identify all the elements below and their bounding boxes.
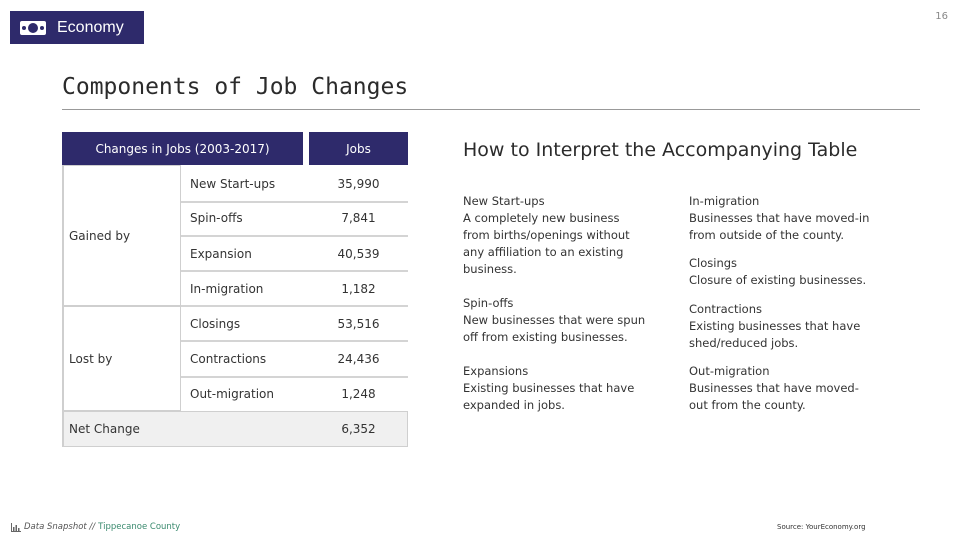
definition-term: In-migration	[689, 194, 760, 208]
row-label-spin-offs: Spin-offs	[190, 211, 243, 225]
footer-county: Tippecanoe County	[98, 522, 181, 532]
row-value-out-migration: 1,248	[341, 387, 376, 401]
bar-chart-icon	[11, 523, 21, 532]
row-label-expansion: Expansion	[190, 247, 252, 261]
definition-text: Existing businesses that have expanded in jobs.	[463, 381, 635, 412]
definition-contractions	[689, 301, 874, 352]
definition-text: Existing businesses that have shed/reduced jobs.	[689, 319, 861, 350]
definition-text: New businesses that were spun off from existing businesses.	[463, 313, 646, 344]
row-divider	[181, 201, 408, 203]
definition-spin-offs	[463, 295, 648, 346]
row-label-out-migration: Out-migration	[190, 387, 274, 401]
header-jobs: Jobs	[309, 132, 408, 165]
definition-term: Out-migration	[689, 364, 770, 378]
money-bill-icon	[19, 19, 47, 37]
row-label-closings: Closings	[190, 317, 241, 331]
definition-in-migration	[689, 193, 874, 244]
page-number: 16	[935, 11, 948, 22]
definition-term: Contractions	[689, 302, 762, 316]
row-value-in-migration: 1,182	[341, 282, 376, 296]
definition-expansions	[463, 363, 648, 414]
row-value-new-start-ups: 35,990	[337, 177, 380, 191]
header-changes: Changes in Jobs (2003-2017)	[62, 132, 303, 165]
row-value-spin-offs: 7,841	[341, 211, 376, 225]
definition-term: Expansions	[463, 364, 529, 378]
lost-label: Lost by	[69, 352, 113, 366]
footer-source: Source: YourEconomy.org	[777, 523, 866, 531]
definition-closings	[689, 255, 874, 289]
page-title: Components of Job Changes	[62, 74, 409, 100]
definition-text: Businesses that have moved-in from outside of the county.	[689, 211, 870, 242]
definition-term: Spin-offs	[463, 296, 514, 310]
job-changes-table	[62, 132, 408, 448]
row-label-new-start-ups: New Start-ups	[190, 177, 276, 191]
definition-text: Businesses that have moved-out from the county.	[689, 381, 859, 412]
definition-term: Closings	[689, 256, 738, 270]
net-change-label: Net Change	[69, 422, 140, 436]
row-label-contractions: Contractions	[190, 352, 267, 366]
definition-text: A completely new business from births/openings without any affiliation to an existing business.	[463, 211, 630, 276]
footer-brand	[11, 522, 180, 532]
row-divider	[181, 376, 408, 378]
footer-brand-text: Data Snapshot //	[24, 522, 96, 532]
title-divider	[62, 109, 920, 110]
row-divider	[181, 270, 408, 272]
section-tag	[10, 11, 144, 44]
row-value-contractions: 24,436	[337, 352, 380, 366]
definition-term: New Start-ups	[463, 194, 545, 208]
section-label: Economy	[57, 18, 124, 36]
row-label-in-migration: In-migration	[190, 282, 264, 296]
gained-label: Gained by	[69, 229, 131, 243]
definition-out-migration	[689, 363, 874, 414]
row-value-expansion: 40,539	[337, 247, 380, 261]
definition-text: Closure of existing businesses.	[689, 273, 867, 287]
interpretation-title: How to Interpret the Accompanying Table	[463, 139, 858, 161]
row-divider	[181, 340, 408, 342]
row-divider	[181, 305, 408, 307]
definition-new-start-ups	[463, 193, 648, 278]
row-value-closings: 53,516	[337, 317, 380, 331]
row-divider	[181, 235, 408, 237]
net-change-value: 6,352	[341, 422, 376, 436]
